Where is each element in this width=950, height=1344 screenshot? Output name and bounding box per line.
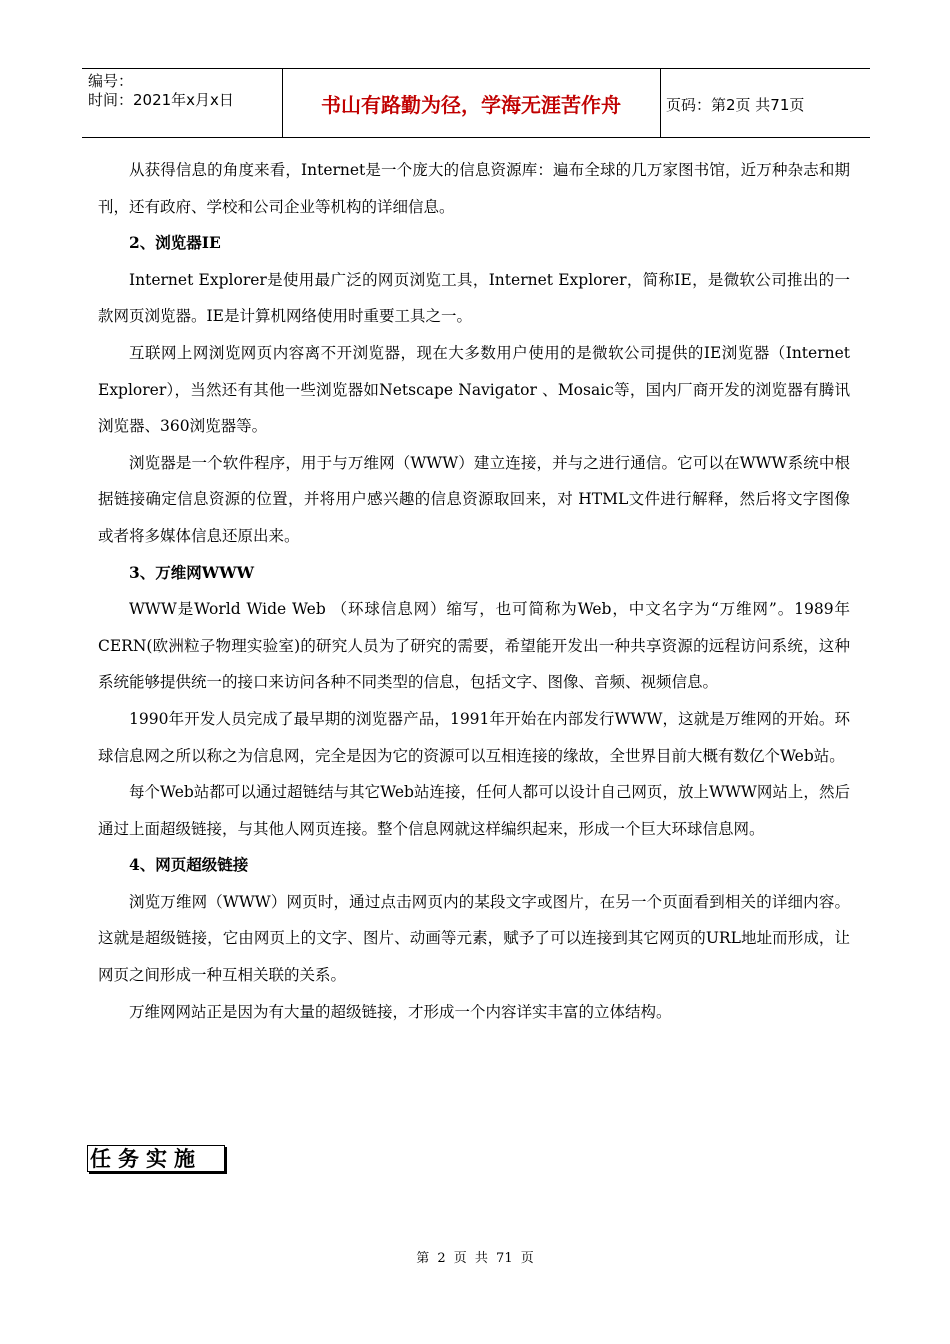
paragraph: 互联网上网浏览网页内容离不开浏览器，现在大多数用户使用的是微软公司提供的IE浏览器（Internet Explorer），当然还有其他一些浏览器如Netscape Navigator 、Mosaic等，国内厂商开发的浏览器有腾讯浏览器、360浏览器等。 bbox=[98, 343, 850, 436]
paragraph: 浏览器是一个软件程序，用于与万维网（WWW）建立连接，并与之进行通信。它可以在WWW系统中根据链接确定信息资源的位置，并将用户感兴趣的信息资源取回来，对 HTML文件进行解释，然后将文字图像或者将多媒体信息还原出来。 bbox=[98, 453, 850, 545]
section-heading: 4、网页超级链接 bbox=[129, 855, 249, 875]
doc-time: 时间：2021年x月x日 bbox=[88, 91, 234, 109]
paragraph: 从获得信息的角度来看，Internet是一个庞大的信息资源库：遍布全球的几万家图书馆，近万种杂志和期刊，还有政府、学校和公司企业等机构的详细信息。 bbox=[98, 161, 850, 216]
header-meta bbox=[88, 72, 234, 110]
header-motto: 书山有路勤为径，学海无涯苦作舟 bbox=[321, 92, 621, 117]
paragraph: 万维网网站正是因为有大量的超级链接，才形成一个内容详实丰富的立体结构。 bbox=[129, 1002, 672, 1021]
section-heading: 3、万维网WWW bbox=[129, 562, 255, 582]
paragraph: 浏览万维网（WWW）网页时，通过点击网页内的某段文字或图片，在另一个页面看到相关的详细内容。这就是超级链接，它由网页上的文字、图片、动画等元素，赋予了可以连接到其它网页的URL地址而形成，让网页之间形成一种互相关联的关系。 bbox=[98, 892, 850, 985]
document-body bbox=[98, 152, 850, 1030]
paragraph: 每个Web站都可以通过超链结与其它Web站连接，任何人都可以设计自己网页，放上WWW网站上，然后通过上面超级链接，与其他人网页连接。整个信息网就这样编织起来，形成一个巨大环球信息网。 bbox=[98, 783, 850, 838]
header-divider bbox=[660, 69, 661, 137]
section-heading: 2、浏览器IE bbox=[129, 233, 221, 253]
header-page-info: 页码：第2页 共71页 bbox=[666, 96, 805, 114]
doc-number-label: 编号： bbox=[88, 72, 134, 90]
page-header bbox=[82, 68, 870, 138]
paragraph: 1990年开发人员完成了最早期的浏览器产品，1991年开始在内部发行WWW，这就是万维网的开始。环球信息网之所以称之为信息网，完全是因为它的资源可以互相连接的缘故，全世界目前大概有数亿个Web站。 bbox=[98, 709, 850, 765]
page-footer: 第 2 页 共 71 页 bbox=[416, 1251, 534, 1266]
paragraph: Internet Explorer是使用最广泛的网页浏览工具，Internet Explorer，简称IE，是微软公司推出的一款网页浏览器。IE是计算机网络使用时重要工具之一。 bbox=[98, 270, 850, 326]
task-heading: 任务实施 bbox=[87, 1145, 225, 1172]
paragraph: WWW是World Wide Web （环球信息网）缩写，也可简称为Web，中文名字为“万维网”。1989年CERN(欧洲粒子物理实验室)的研究人员为了研究的需要，希望能开发出一种共享资源的远程访问系统，这种系统能够提供统一的接口来访问各种不同类型的信息，包括文字、图像、音频、视频信息。 bbox=[98, 600, 850, 692]
